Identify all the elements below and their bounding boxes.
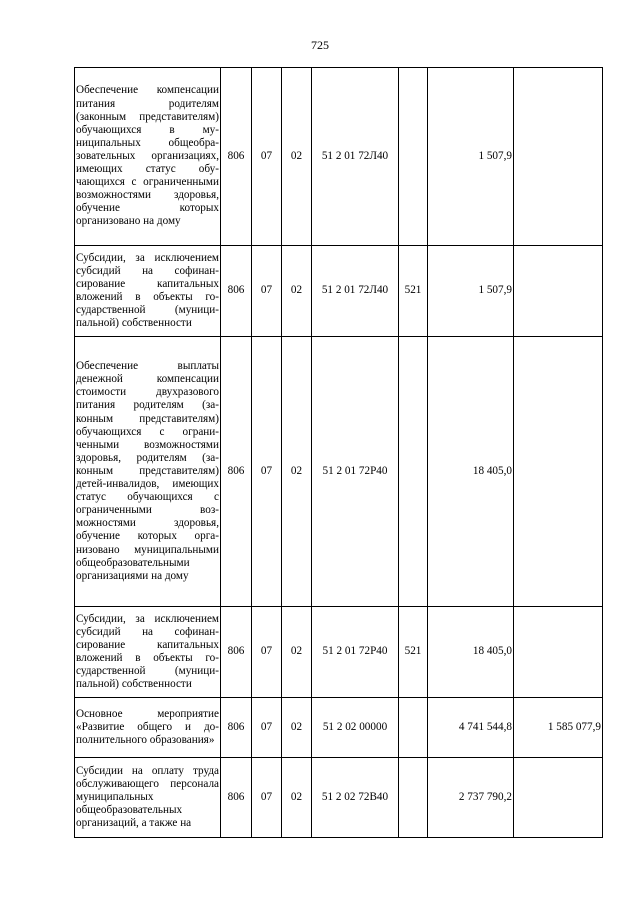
amount: 2 737 790,2 <box>428 758 514 838</box>
amount-secondary <box>514 607 603 698</box>
expense-name: Субсидии на оплату труда обслуживающего персонала муниципальных общеобразовательных организаций, а также на <box>75 758 221 838</box>
target-article-code: 51 2 01 72Р40 <box>312 607 399 698</box>
expense-type-code <box>399 337 428 607</box>
table-row <box>75 758 603 838</box>
table-row <box>75 337 603 607</box>
grbs-code: 806 <box>221 607 252 698</box>
amount-secondary <box>514 337 603 607</box>
section-code: 07 <box>252 698 282 758</box>
subsection-code: 02 <box>282 607 312 698</box>
expense-type-code: 521 <box>399 607 428 698</box>
amount-secondary <box>514 758 603 838</box>
section-code: 07 <box>252 246 282 337</box>
subsection-code: 02 <box>282 758 312 838</box>
subsection-code: 02 <box>282 246 312 337</box>
expense-name: Основное мероприятие «Развитие общего и дополнительного образования» <box>75 698 221 758</box>
expense-type-code <box>399 68 428 246</box>
section-code: 07 <box>252 607 282 698</box>
amount-secondary: 1 585 077,9 <box>514 698 603 758</box>
expense-name: Субсидии, за исключением субсидий на софинансирование капитальных вложений в объекты государственной (муниципальной) собственности <box>75 607 221 698</box>
amount: 18 405,0 <box>428 607 514 698</box>
table-row <box>75 698 603 758</box>
expense-name: Обеспечение компенсации питания родителям (законным представителям) обучающихся в муниципальных общеобразовательных организациях, имеющих статус обучающихся с ограниченными возможностями здоровья, обучение которых организовано на дому <box>75 68 221 246</box>
expense-type-code <box>399 698 428 758</box>
target-article-code: 51 2 02 00000 <box>312 698 399 758</box>
expense-type-code <box>399 758 428 838</box>
subsection-code: 02 <box>282 337 312 607</box>
subsection-code: 02 <box>282 68 312 246</box>
section-code: 07 <box>252 758 282 838</box>
grbs-code: 806 <box>221 337 252 607</box>
table-row <box>75 68 603 246</box>
grbs-code: 806 <box>221 68 252 246</box>
target-article-code: 51 2 01 72Л40 <box>312 246 399 337</box>
grbs-code: 806 <box>221 698 252 758</box>
section-code: 07 <box>252 68 282 246</box>
expense-name: Обеспечение выплаты денежной компенсации стоимости двухразового питания родителям (законным представителям) обучающихся с ограниченными возможностями здоровья, родителям (законным представителям) детей-инвалидов, имеющих статус обучающихся с ограниченными возможностями здоровья, обучение которых организовано муниципальными общеобразовательными организациями на дому <box>75 337 221 607</box>
expense-name: Субсидии, за исключением субсидий на софинансирование капитальных вложений в объекты государственной (муниципальной) собственности <box>75 246 221 337</box>
table-row <box>75 246 603 337</box>
expense-type-code: 521 <box>399 246 428 337</box>
budget-table <box>74 67 603 838</box>
grbs-code: 806 <box>221 758 252 838</box>
section-code: 07 <box>252 337 282 607</box>
amount-secondary <box>514 68 603 246</box>
amount: 1 507,9 <box>428 246 514 337</box>
table-row <box>75 607 603 698</box>
grbs-code: 806 <box>221 246 252 337</box>
amount: 18 405,0 <box>428 337 514 607</box>
target-article-code: 51 2 01 72Р40 <box>312 337 399 607</box>
target-article-code: 51 2 01 72Л40 <box>312 68 399 246</box>
amount: 4 741 544,8 <box>428 698 514 758</box>
target-article-code: 51 2 02 72В40 <box>312 758 399 838</box>
amount: 1 507,9 <box>428 68 514 246</box>
subsection-code: 02 <box>282 698 312 758</box>
page-number: 725 <box>311 38 329 52</box>
amount-secondary <box>514 246 603 337</box>
